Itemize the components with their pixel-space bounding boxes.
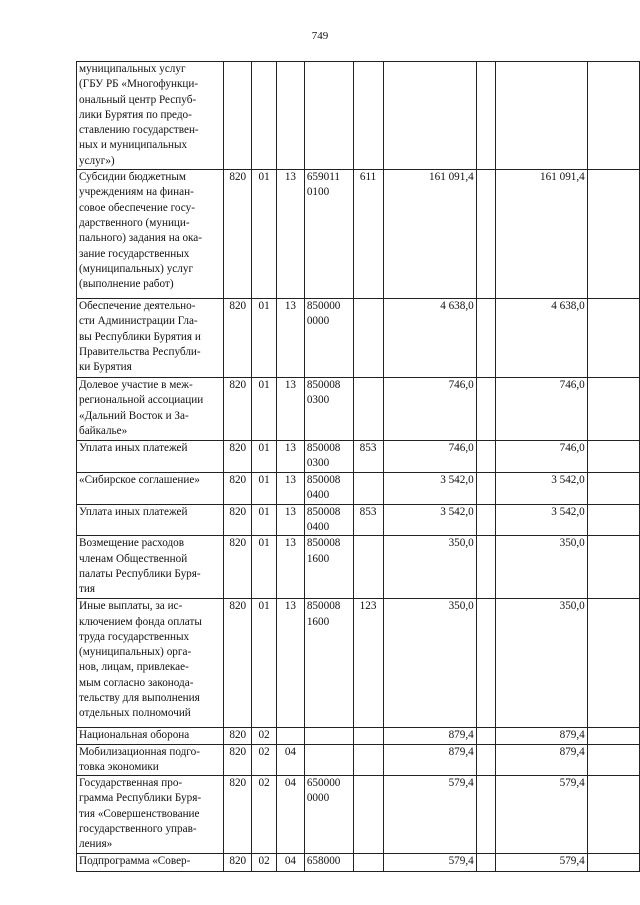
amount-cell: 746,0 xyxy=(495,378,587,441)
row-name-cell: муниципальных услуг (ГБУ РБ «Многофункци- ональный центр Респуб- лики Бурятия по предо- ставлению государствен- ных и муниципальных услуг») xyxy=(77,62,224,170)
row-name-cell: «Сибирское соглашение» xyxy=(77,473,224,505)
last-cell xyxy=(587,504,639,536)
expense-type-cell: 853 xyxy=(353,441,383,473)
amount-cell: 879,4 xyxy=(495,744,587,776)
expense-type-cell xyxy=(353,299,383,378)
extra-cell xyxy=(476,378,495,441)
last-cell xyxy=(587,473,639,505)
extra-cell xyxy=(476,441,495,473)
section-code-cell: 01 xyxy=(252,599,277,728)
table-row xyxy=(77,62,640,170)
row-name-cell: Иные выплаты, за ис- ключением фонда оплаты труда государственных (муниципальных) орга- нов, лицам, привлекае- мым согласно законода- тельству для выполнения отдельных полномочий xyxy=(77,599,224,728)
expense-type-cell xyxy=(353,473,383,505)
extra-cell xyxy=(476,299,495,378)
table-body xyxy=(77,62,640,872)
expense-type-cell xyxy=(353,776,383,853)
budget-table xyxy=(76,61,640,872)
table-row xyxy=(77,728,640,744)
admin-code-cell: 820 xyxy=(224,170,252,299)
expense-type-cell xyxy=(353,744,383,776)
row-name-cell: Возмещение расходов членам Общественной палаты Республики Буря- тия xyxy=(77,536,224,599)
row-name-cell: Национальная оборона xyxy=(77,728,224,744)
admin-code-cell xyxy=(224,62,252,170)
amount-cell: 746,0 xyxy=(495,441,587,473)
section-code-cell: 01 xyxy=(252,441,277,473)
amount-cell: 4 638,0 xyxy=(495,299,587,378)
amount-cell: 579,4 xyxy=(495,853,587,871)
subsection-code-cell: 13 xyxy=(277,504,305,536)
row-name-cell: Государственная про- грамма Республики Буря- тия «Совершенствование государственного управ- ления» xyxy=(77,776,224,853)
amount-cell: 579,4 xyxy=(495,776,587,853)
section-code-cell: 01 xyxy=(252,473,277,505)
last-cell xyxy=(587,728,639,744)
extra-cell xyxy=(476,728,495,744)
extra-cell xyxy=(476,853,495,871)
row-name-cell: Долевое участие в меж- региональной ассоциации «Дальний Восток и За- байкалье» xyxy=(77,378,224,441)
target-article-cell xyxy=(304,62,353,170)
extra-cell xyxy=(476,744,495,776)
total-amount-cell: 879,4 xyxy=(383,744,476,776)
target-article-cell: 850008 0400 xyxy=(304,504,353,536)
last-cell xyxy=(587,599,639,728)
target-article-cell: 850008 0300 xyxy=(304,441,353,473)
total-amount-cell: 3 542,0 xyxy=(383,473,476,505)
amount-cell: 350,0 xyxy=(495,599,587,728)
expense-type-cell xyxy=(353,853,383,871)
expense-type-cell xyxy=(353,62,383,170)
extra-cell xyxy=(476,776,495,853)
total-amount-cell: 350,0 xyxy=(383,599,476,728)
amount-cell: 161 091,4 xyxy=(495,170,587,299)
expense-type-cell xyxy=(353,536,383,599)
target-article-cell: 850008 0300 xyxy=(304,378,353,441)
row-name-cell: Мобилизационная подго- товка экономики xyxy=(77,744,224,776)
section-code-cell: 02 xyxy=(252,776,277,853)
admin-code-cell: 820 xyxy=(224,441,252,473)
admin-code-cell: 820 xyxy=(224,504,252,536)
last-cell xyxy=(587,299,639,378)
total-amount-cell: 746,0 xyxy=(383,378,476,441)
extra-cell xyxy=(476,170,495,299)
expense-type-cell: 123 xyxy=(353,599,383,728)
target-article-cell xyxy=(304,728,353,744)
table-row xyxy=(77,536,640,599)
section-code-cell: 01 xyxy=(252,504,277,536)
row-name-cell: Уплата иных платежей xyxy=(77,441,224,473)
expense-type-cell: 853 xyxy=(353,504,383,536)
section-code-cell: 01 xyxy=(252,378,277,441)
admin-code-cell: 820 xyxy=(224,744,252,776)
amount-cell: 879,4 xyxy=(495,728,587,744)
subsection-code-cell: 13 xyxy=(277,378,305,441)
total-amount-cell: 3 542,0 xyxy=(383,504,476,536)
table-row xyxy=(77,599,640,728)
admin-code-cell: 820 xyxy=(224,728,252,744)
subsection-code-cell xyxy=(277,728,305,744)
subsection-code-cell: 04 xyxy=(277,776,305,853)
target-article-cell: 850008 0400 xyxy=(304,473,353,505)
section-code-cell: 01 xyxy=(252,170,277,299)
total-amount-cell: 579,4 xyxy=(383,853,476,871)
admin-code-cell: 820 xyxy=(224,536,252,599)
last-cell xyxy=(587,536,639,599)
section-code-cell: 02 xyxy=(252,728,277,744)
target-article-cell: 850000 0000 xyxy=(304,299,353,378)
amount-cell: 3 542,0 xyxy=(495,473,587,505)
subsection-code-cell: 04 xyxy=(277,744,305,776)
table-row xyxy=(77,378,640,441)
target-article-cell xyxy=(304,744,353,776)
amount-cell: 3 542,0 xyxy=(495,504,587,536)
table-row xyxy=(77,504,640,536)
table-row xyxy=(77,299,640,378)
section-code-cell: 02 xyxy=(252,853,277,871)
admin-code-cell: 820 xyxy=(224,853,252,871)
subsection-code-cell: 13 xyxy=(277,473,305,505)
table-row xyxy=(77,473,640,505)
table-row xyxy=(77,170,640,299)
section-code-cell xyxy=(252,62,277,170)
target-article-cell: 658000 xyxy=(304,853,353,871)
table-row xyxy=(77,441,640,473)
last-cell xyxy=(587,378,639,441)
target-article-cell: 850008 1600 xyxy=(304,536,353,599)
last-cell xyxy=(587,853,639,871)
last-cell xyxy=(587,776,639,853)
extra-cell xyxy=(476,504,495,536)
row-name-cell: Подпрограмма «Совер- xyxy=(77,853,224,871)
amount-cell xyxy=(495,62,587,170)
last-cell xyxy=(587,62,639,170)
section-code-cell: 01 xyxy=(252,299,277,378)
table-row xyxy=(77,776,640,853)
row-name-cell: Обеспечение деятельно- сти Администрации Гла- вы Республики Бурятия и Правительства Республи- ки Бурятия xyxy=(77,299,224,378)
subsection-code-cell: 13 xyxy=(277,599,305,728)
admin-code-cell: 820 xyxy=(224,599,252,728)
extra-cell xyxy=(476,599,495,728)
page-number: 749 xyxy=(311,30,329,42)
row-name-cell: Субсидии бюджетным учреждениям на финан- совое обеспечение госу- дарственного (муници- пального) задания на ока- зание государственных (муниципальных) услуг (выполнение работ) xyxy=(77,170,224,299)
total-amount-cell: 350,0 xyxy=(383,536,476,599)
total-amount-cell: 161 091,4 xyxy=(383,170,476,299)
subsection-code-cell: 13 xyxy=(277,170,305,299)
total-amount-cell: 879,4 xyxy=(383,728,476,744)
table-row xyxy=(77,853,640,871)
expense-type-cell xyxy=(353,728,383,744)
extra-cell xyxy=(476,473,495,505)
extra-cell xyxy=(476,62,495,170)
subsection-code-cell: 13 xyxy=(277,536,305,599)
total-amount-cell: 4 638,0 xyxy=(383,299,476,378)
expense-type-cell: 611 xyxy=(353,170,383,299)
admin-code-cell: 820 xyxy=(224,776,252,853)
table-row xyxy=(77,744,640,776)
target-article-cell: 850008 1600 xyxy=(304,599,353,728)
subsection-code-cell: 13 xyxy=(277,299,305,378)
total-amount-cell: 579,4 xyxy=(383,776,476,853)
admin-code-cell: 820 xyxy=(224,378,252,441)
extra-cell xyxy=(476,536,495,599)
total-amount-cell xyxy=(383,62,476,170)
expense-type-cell xyxy=(353,378,383,441)
last-cell xyxy=(587,170,639,299)
target-article-cell: 650000 0000 xyxy=(304,776,353,853)
target-article-cell: 659011 0100 xyxy=(304,170,353,299)
section-code-cell: 02 xyxy=(252,744,277,776)
section-code-cell: 01 xyxy=(252,536,277,599)
admin-code-cell: 820 xyxy=(224,473,252,505)
amount-cell: 350,0 xyxy=(495,536,587,599)
last-cell xyxy=(587,441,639,473)
subsection-code-cell: 13 xyxy=(277,441,305,473)
subsection-code-cell: 04 xyxy=(277,853,305,871)
total-amount-cell: 746,0 xyxy=(383,441,476,473)
admin-code-cell: 820 xyxy=(224,299,252,378)
row-name-cell: Уплата иных платежей xyxy=(77,504,224,536)
subsection-code-cell xyxy=(277,62,305,170)
last-cell xyxy=(587,744,639,776)
